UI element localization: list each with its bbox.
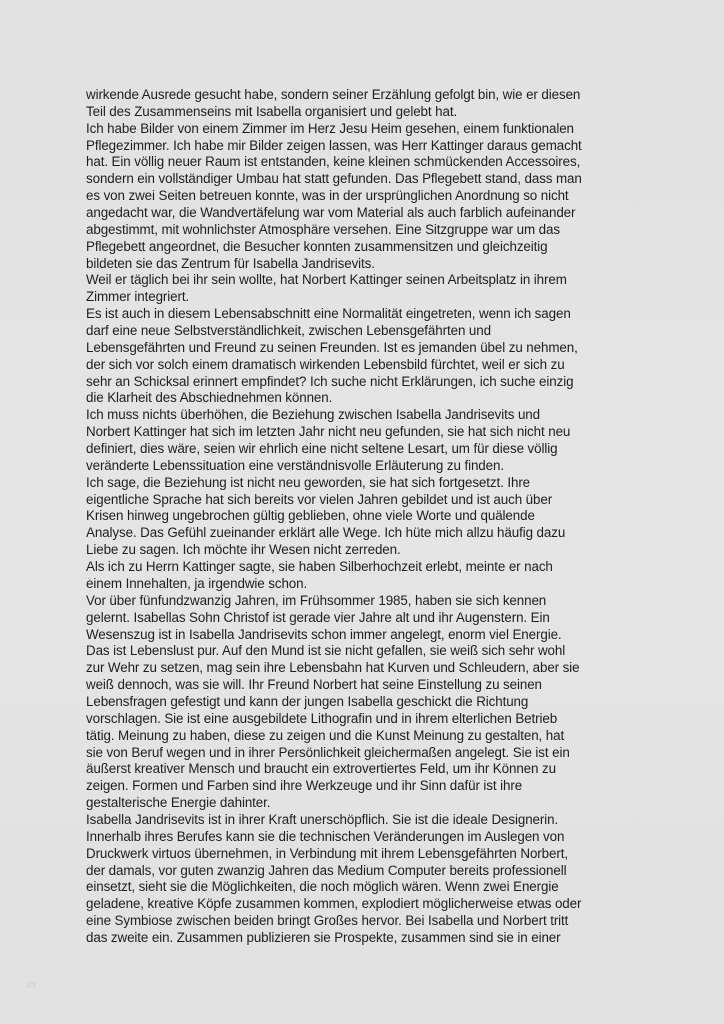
text-line: bildeten sie das Zentrum für Isabella Jandrisevits. — [86, 255, 375, 271]
text-line: der damals, vor guten zwanzig Jahren das Medium Computer bereits professionell — [86, 862, 567, 878]
text-line: Lebensfragen gefestigt und kann der jungen Isabella geschickt die Richtung — [86, 693, 529, 709]
text-line: gestalterische Energie dahinter. — [86, 795, 271, 811]
text-line: Ich muss nichts überhöhen, die Beziehung zwischen Isabella Jandrisevits und — [86, 407, 541, 423]
text-line: Pflegezimmer. Ich habe mir Bilder zeigen lassen, was Herr Kattinger daraus gemacht — [86, 137, 582, 153]
text-line: Lebensgefährten und Freund zu seinen Freunden. Ist es jemanden übel zu nehmen, — [86, 339, 578, 355]
text-line: Es ist auch in diesem Lebensabschnitt eine Normalität eingetreten, wenn ich sagen — [86, 306, 571, 322]
text-line: Das ist Lebenslust pur. Auf den Mund ist sie nicht gefallen, sie weiß sich sehr wohl — [86, 643, 566, 659]
text-line: sondern ein vollständiger Umbau hat statt gefunden. Das Pflegebett stand, dass man — [86, 171, 582, 187]
text-line: Innerhalb ihres Berufes kann sie die technischen Veränderungen im Auslegen von — [86, 828, 565, 844]
text-line: darf eine neue Selbstverständlichkeit, zwischen Lebensgefährten und — [86, 323, 491, 339]
text-line: einem Innehalten, ja irgendwie schon. — [86, 575, 308, 591]
text-line: der sich vor solch einem dramatisch wirkenden Lebensbild fürchtet, weil er sich zu — [86, 356, 565, 372]
text-line: zeigen. Formen und Farben sind ihre Werkzeuge und ihr Sinn dafür ist ihre — [86, 778, 523, 794]
text-line: Isabella Jandrisevits ist in ihrer Kraft unerschöpflich. Sie ist die ideale Designerin. — [86, 811, 559, 827]
text-line: gelernt. Isabellas Sohn Christof ist gerade vier Jahre alt und ihr Augenstern. Ein — [86, 609, 550, 625]
text-line: tätig. Meinung zu haben, diese zu zeigen und die Kunst Meinung zu gestalten, hat — [86, 727, 565, 743]
text-line: Krisen hinweg ungebrochen gültig geblieben, ohne viele Worte und quälende — [86, 508, 535, 524]
text-line: äußerst kreativer Mensch und braucht ein extrovertiertes Feld, um ihr Können zu — [86, 761, 556, 777]
text-line: Weil er täglich bei ihr sein wollte, hat Norbert Kattinger seinen Arbeitsplatz in ihrem — [86, 272, 567, 288]
text-line: Ich sage, die Beziehung ist nicht neu geworden, sie hat sich fortgesetzt. Ihre — [86, 474, 531, 490]
text-line: weiß dennoch, was sie will. Ihr Freund Norbert hat seine Einstellung zu seinen — [86, 677, 542, 693]
text-line: einsetzt, sieht sie die Möglichkeiten, die noch möglich wären. Wenn zwei Energie — [86, 879, 559, 895]
text-line: Norbert Kattinger hat sich im letzten Jahr nicht neu gefunden, sie hat sich nicht neu — [86, 424, 571, 440]
text-line: sie von Beruf wegen und in ihrer Persönlichkeit gleichermaßen angelegt. Sie ist ein — [86, 744, 570, 760]
text-line: eigentliche Sprache hat sich bereits vor vielen Jahren gebildet und ist auch über — [86, 491, 553, 507]
body-text — [86, 87, 646, 947]
text-line: Teil des Zusammenseins mit Isabella organisiert und gelebt hat. — [86, 103, 458, 119]
text-line: Als ich zu Herrn Kattinger sagte, sie haben Silberhochzeit erlebt, meinte er nach — [86, 559, 553, 575]
text-line: wirkende Ausrede gesucht habe, sondern seiner Erzählung gefolgt bin, wie er diesen — [86, 87, 581, 102]
text-line: angedacht war, die Wandvertäfelung war vom Material als auch farblich aufeinander — [86, 205, 576, 221]
text-line: definiert, dies wäre, seien wir ehrlich eine nicht seltene Lesart, um für diese völlig — [86, 441, 558, 457]
text-line: eine Symbiose zwischen beiden bringt Großes hervor. Bei Isabella und Norbert tritt — [86, 913, 569, 929]
text-line: Vor über fünfundzwanzig Jahren, im Frühsommer 1985, haben sie sich kennen — [86, 592, 547, 608]
text-line: Liebe zu sagen. Ich möchte ihr Wesen nicht zerreden. — [86, 542, 401, 558]
text-line: das zweite ein. Zusammen publizieren sie Prospekte, zusammen sind sie in einer — [86, 929, 561, 945]
text-line: Druckwerk virtuos übernehmen, in Verbindung mit ihrem Lebensgefährten Norbert, — [86, 845, 568, 861]
text-line: Analyse. Das Gefühl zueinander erklärt alle Wege. Ich hüte mich allzu häufig dazu — [86, 525, 566, 541]
text-line: Ich habe Bilder von einem Zimmer im Herz Jesu Heim gesehen, einem funktionalen — [86, 120, 574, 136]
text-line: hat. Ein völlig neuer Raum ist entstanden, keine kleinen schmückenden Accessoires, — [86, 154, 581, 170]
text-line: die Klarheit des Abschiednehmen können. — [86, 390, 333, 406]
page-number: 1/3 — [26, 982, 36, 989]
text-line: geladene, kreative Köpfe zusammen kommen, explodiert möglicherweise etwas oder — [86, 896, 582, 912]
text-line: abgestimmt, mit wohnlichster Atmosphäre versehen. Eine Sitzgruppe war um das — [86, 221, 560, 237]
text-line: sehr an Schicksal erinnert empfindet? Ich suche nicht Erklärungen, ich suche einzig — [86, 373, 574, 389]
text-line: Wesenszug ist in Isabella Jandrisevits schon immer angelegt, enorm viel Energie. — [86, 626, 562, 642]
text-line: es von zwei Seiten betreuen konnte, was in der ursprünglichen Anordnung so nicht — [86, 188, 569, 204]
text-line: Pflegebett angeordnet, die Besucher konnten zusammensitzen und gleichzeitig — [86, 238, 548, 254]
text-line: zur Wehr zu setzen, mag sein ihre Lebensbahn hat Kurven und Schleudern, aber sie — [86, 660, 580, 676]
text-line: vorschlagen. Sie ist eine ausgebildete Lithografin und in ihrem elterlichen Betrieb — [86, 710, 558, 726]
text-line: Zimmer integriert. — [86, 289, 190, 305]
text-line: veränderte Lebenssituation eine verständnisvolle Erläuterung zu finden. — [86, 457, 504, 473]
